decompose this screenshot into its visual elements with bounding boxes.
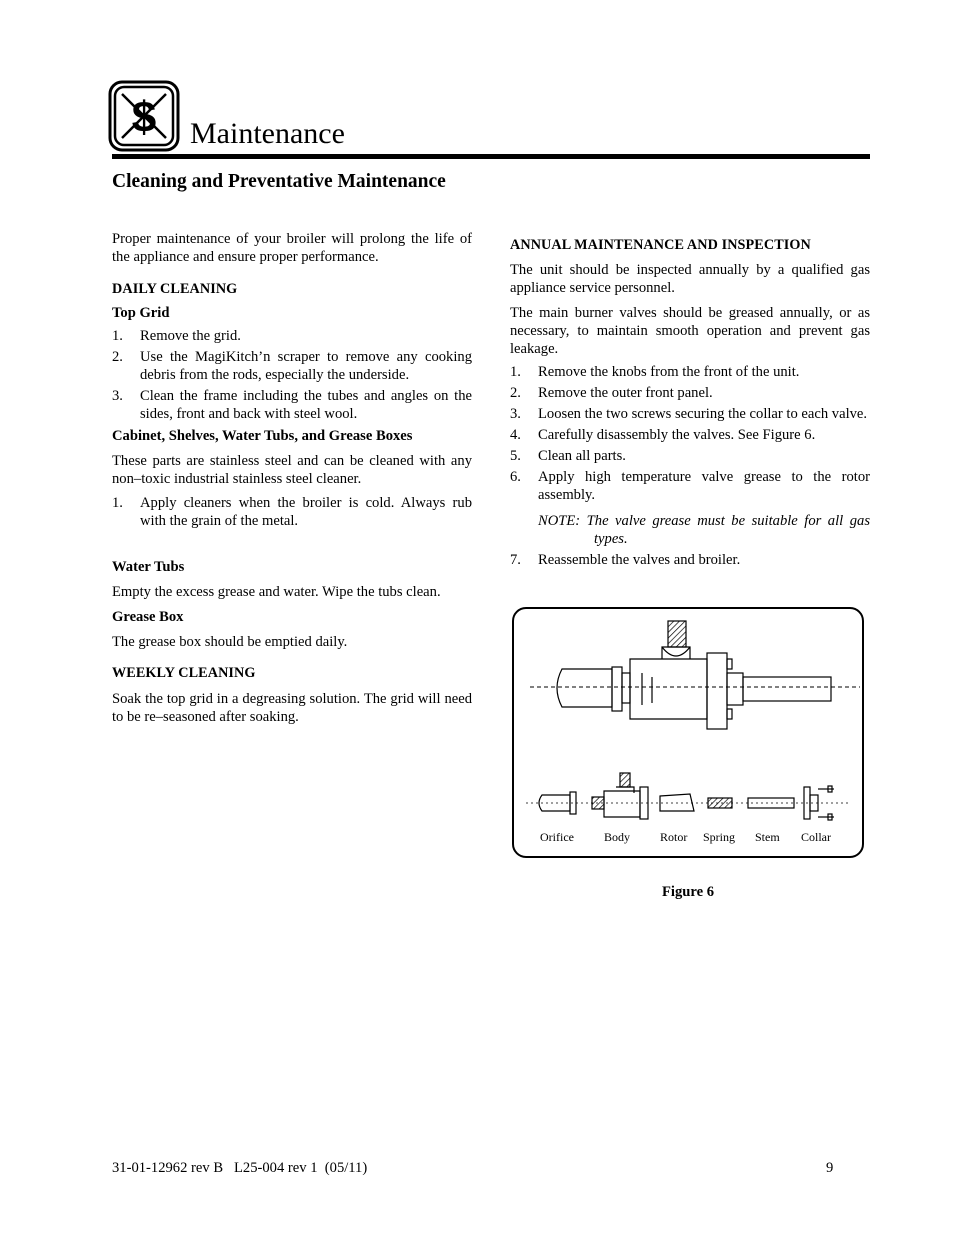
- list-item: 2. Remove the outer front panel.: [510, 385, 713, 401]
- grease-box-paragraph: The grease box should be emptied daily.: [112, 634, 348, 650]
- water-tubs-paragraph: Empty the excess grease and water. Wipe the tubs clean.: [112, 584, 441, 600]
- page-number: 9: [826, 1160, 834, 1176]
- annual-paragraph: The unit should be inspected annually by a qualified gas appliance service personnel.: [510, 262, 870, 296]
- daily-cleaning-heading: DAILY CLEANING: [112, 281, 238, 297]
- svg-text:$: $: [131, 93, 157, 142]
- list-item: 1. Remove the grid.: [112, 328, 241, 344]
- right-column: [510, 236, 870, 569]
- list-item: 1. Remove the knobs from the front of the unit.: [510, 364, 800, 380]
- top-grid-steps: [112, 327, 472, 423]
- grease-box-heading: Grease Box: [112, 609, 184, 625]
- weekly-cleaning-heading: WEEKLY CLEANING: [112, 665, 256, 681]
- valves-paragraph: The main burner valves should be greased annually, or as necessary, to maintain smooth operation and prevent gas leakage.: [510, 305, 870, 357]
- final-step: [510, 551, 870, 569]
- list-item: 2. Use the MagiKitch’n scraper to remove any cooking debris from the rods, especially the underside.: [112, 349, 472, 383]
- page-title: Maintenance: [190, 117, 345, 150]
- figure-caption: Figure 6: [662, 884, 715, 900]
- assembled-valve: [530, 621, 860, 729]
- section-heading: Cleaning and Preventative Maintenance: [112, 171, 446, 192]
- left-column: [112, 230, 472, 726]
- list-item: 3. Clean the frame including the tubes and angles on the sides, front and back with steel wool.: [112, 388, 472, 422]
- part-label-stem: Stem: [755, 830, 780, 844]
- spring-part: [708, 798, 732, 808]
- body-part: [604, 791, 640, 817]
- grease-note: NOTE: The valve grease must be suitable for all gas types.: [538, 513, 870, 547]
- orifice-part: [539, 795, 570, 811]
- list-item: 4. Carefully disassembly the valves. See Figure 6.: [510, 427, 816, 443]
- water-tubs-heading: Water Tubs: [112, 559, 185, 575]
- part-label-orifice: Orifice: [540, 830, 574, 844]
- document-number: 31-01-12962 rev B L25-004 rev 1 (05/11): [112, 1160, 368, 1176]
- no-dollar-icon: [108, 80, 180, 152]
- cabinet-steps: [112, 494, 472, 530]
- list-item: 3. Loosen the two screws securing the collar to each valve.: [510, 406, 868, 422]
- part-label-collar: Collar: [801, 830, 831, 844]
- valve-diagram: [512, 607, 864, 858]
- list-item: 5. Clean all parts.: [510, 448, 626, 464]
- part-label-body: Body: [604, 830, 631, 844]
- intro-paragraph: Proper maintenance of your broiler will prolong the life of the appliance and ensure proper performance.: [112, 231, 472, 265]
- rotor-part: [660, 794, 694, 811]
- cabinet-heading: Cabinet, Shelves, Water Tubs, and Grease Boxes: [112, 428, 413, 444]
- weekly-paragraph: Soak the top grid in a degreasing solution. The grid will need to be re–seasoned after soaking.: [112, 691, 472, 725]
- title-divider: [112, 154, 870, 159]
- exploded-parts: [526, 773, 848, 820]
- part-label-spring: Spring: [703, 830, 736, 844]
- part-label-rotor: Rotor: [660, 830, 688, 844]
- list-item: 7. Reassemble the valves and broiler.: [510, 552, 741, 568]
- annual-heading: ANNUAL MAINTENANCE AND INSPECTION: [510, 237, 811, 253]
- cabinet-paragraph: These parts are stainless steel and can be cleaned with any non–toxic industrial stainless steel cleaner.: [112, 453, 472, 487]
- top-grid-heading: Top Grid: [112, 305, 170, 321]
- annual-steps: [510, 363, 870, 504]
- list-item: 6. Apply high temperature valve grease to the rotor assembly.: [510, 469, 870, 503]
- list-item: 1. Apply cleaners when the broiler is cold. Always rub with the grain of the metal.: [112, 495, 472, 529]
